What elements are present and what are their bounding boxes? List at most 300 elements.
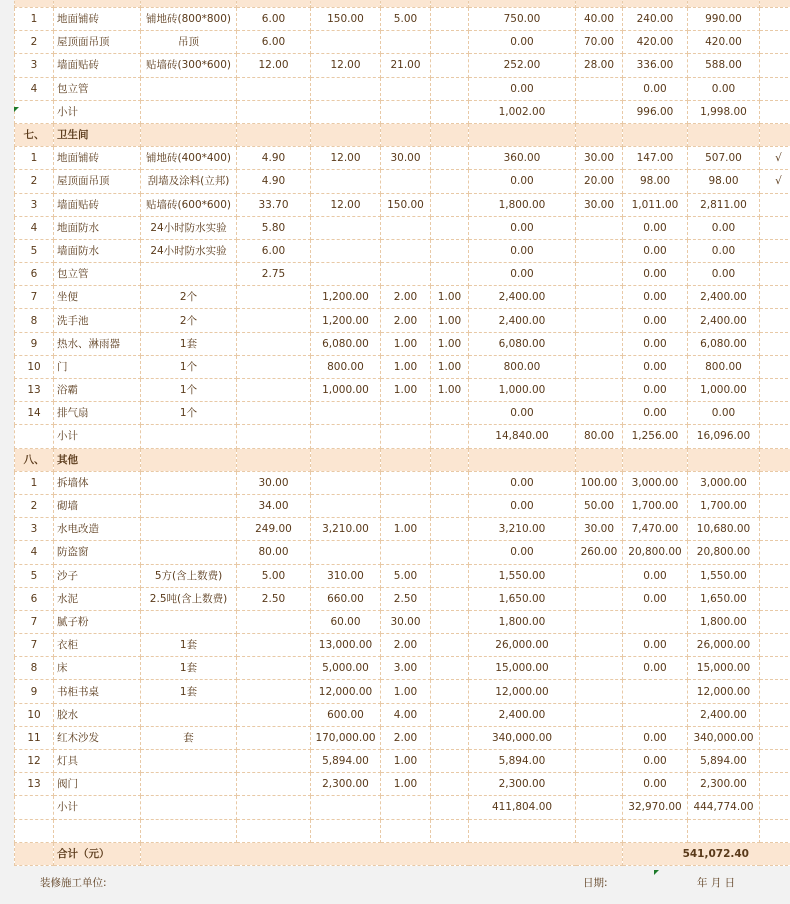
spec-cell[interactable]: 贴墙砖(600*600) <box>141 193 237 216</box>
item-name-cell[interactable]: 小计 <box>54 425 141 448</box>
material-cost-cell[interactable]: 2,400.00 <box>469 286 576 309</box>
row-number-cell[interactable]: 5 <box>15 239 54 262</box>
line-total-cell[interactable]: 26,000.00 <box>688 634 760 657</box>
item-name-cell[interactable]: 小计 <box>54 100 141 123</box>
labor-rate-cell[interactable] <box>576 773 623 796</box>
empty-cell[interactable] <box>469 819 576 842</box>
labor-rate-cell[interactable] <box>576 726 623 749</box>
quantity-cell[interactable]: 30.00 <box>381 610 431 633</box>
labor-rate-cell[interactable]: 30.00 <box>576 147 623 170</box>
area-cell[interactable] <box>237 773 311 796</box>
empty-cell[interactable] <box>15 819 54 842</box>
labor-rate-cell[interactable] <box>576 379 623 402</box>
area-cell[interactable] <box>237 379 311 402</box>
material-cost-cell[interactable]: 1,800.00 <box>469 610 576 633</box>
line-total-cell[interactable]: 1,700.00 <box>688 494 760 517</box>
empty-cell[interactable] <box>576 123 623 146</box>
empty-cell[interactable] <box>688 448 760 471</box>
area-cell[interactable] <box>237 703 311 726</box>
material-cost-cell[interactable]: 26,000.00 <box>469 634 576 657</box>
labor-cost-cell[interactable]: 0.00 <box>623 77 688 100</box>
spec-cell[interactable] <box>141 471 237 494</box>
labor-cost-cell[interactable]: 0.00 <box>623 239 688 262</box>
check-mark-cell[interactable] <box>760 657 790 680</box>
row-number-cell[interactable]: 1 <box>15 147 54 170</box>
spec-cell[interactable] <box>141 773 237 796</box>
row-number-cell[interactable]: 12 <box>15 750 54 773</box>
factor-cell[interactable] <box>431 77 469 100</box>
check-mark-cell[interactable] <box>760 31 790 54</box>
empty-cell[interactable] <box>141 123 237 146</box>
empty-cell[interactable] <box>141 842 623 865</box>
labor-cost-cell[interactable]: 0.00 <box>623 332 688 355</box>
area-cell[interactable] <box>237 77 311 100</box>
labor-rate-cell[interactable] <box>576 680 623 703</box>
material-cost-cell[interactable]: 360.00 <box>469 147 576 170</box>
material-cost-cell[interactable]: 2,400.00 <box>469 309 576 332</box>
line-total-cell[interactable]: 420.00 <box>688 31 760 54</box>
item-name-cell[interactable]: 小计 <box>54 796 141 819</box>
row-number-cell[interactable]: 3 <box>15 193 54 216</box>
section-name[interactable]: 其他 <box>54 448 141 471</box>
row-number-cell[interactable]: 8 <box>15 657 54 680</box>
factor-cell[interactable]: 1.00 <box>431 355 469 378</box>
material-cost-cell[interactable]: 2,400.00 <box>469 703 576 726</box>
unit-price-cell[interactable]: 60.00 <box>311 610 381 633</box>
check-mark-cell[interactable] <box>760 610 790 633</box>
line-total-cell[interactable]: 507.00 <box>688 147 760 170</box>
line-total-cell[interactable]: 20,800.00 <box>688 541 760 564</box>
factor-cell[interactable] <box>431 773 469 796</box>
material-cost-cell[interactable]: 1,000.00 <box>469 379 576 402</box>
unit-price-cell[interactable] <box>311 216 381 239</box>
labor-rate-cell[interactable]: 50.00 <box>576 494 623 517</box>
quantity-cell[interactable]: 1.00 <box>381 750 431 773</box>
spec-cell[interactable]: 铺地砖(400*400) <box>141 147 237 170</box>
line-total-cell[interactable]: 1,000.00 <box>688 379 760 402</box>
check-mark-cell[interactable] <box>760 425 790 448</box>
area-cell[interactable] <box>237 309 311 332</box>
labor-rate-cell[interactable]: 80.00 <box>576 425 623 448</box>
material-cost-cell[interactable]: 411,804.00 <box>469 796 576 819</box>
empty-cell[interactable] <box>311 448 381 471</box>
labor-rate-cell[interactable]: 20.00 <box>576 170 623 193</box>
item-name-cell[interactable]: 包立管 <box>54 263 141 286</box>
unit-price-cell[interactable] <box>311 77 381 100</box>
line-total-cell[interactable]: 10,680.00 <box>688 518 760 541</box>
area-cell[interactable] <box>237 680 311 703</box>
line-total-cell[interactable]: 0.00 <box>688 77 760 100</box>
labor-cost-cell[interactable] <box>623 680 688 703</box>
unit-price-cell[interactable] <box>311 402 381 425</box>
empty-cell[interactable] <box>15 842 54 865</box>
row-number-cell[interactable]: 1 <box>15 471 54 494</box>
factor-cell[interactable]: 1.00 <box>431 379 469 402</box>
spec-cell[interactable] <box>141 100 237 123</box>
spec-cell[interactable]: 吊顶 <box>141 31 237 54</box>
item-name-cell[interactable]: 坐便 <box>54 286 141 309</box>
empty-cell[interactable] <box>381 819 431 842</box>
line-total-cell[interactable]: 2,400.00 <box>688 309 760 332</box>
unit-price-cell[interactable]: 5,894.00 <box>311 750 381 773</box>
quantity-cell[interactable]: 2.00 <box>381 634 431 657</box>
check-mark-cell[interactable] <box>760 703 790 726</box>
labor-cost-cell[interactable]: 0.00 <box>623 750 688 773</box>
labor-rate-cell[interactable] <box>576 634 623 657</box>
quantity-cell[interactable] <box>381 425 431 448</box>
spec-cell[interactable] <box>141 703 237 726</box>
area-cell[interactable]: 33.70 <box>237 193 311 216</box>
quantity-cell[interactable]: 1.00 <box>381 332 431 355</box>
row-number-cell[interactable]: 5 <box>15 564 54 587</box>
spec-cell[interactable]: 1个 <box>141 379 237 402</box>
item-name-cell[interactable]: 地面防水 <box>54 216 141 239</box>
line-total-cell[interactable]: 340,000.00 <box>688 726 760 749</box>
labor-rate-cell[interactable]: 100.00 <box>576 471 623 494</box>
area-cell[interactable] <box>237 355 311 378</box>
item-name-cell[interactable]: 地面铺砖 <box>54 147 141 170</box>
factor-cell[interactable]: 1.00 <box>431 309 469 332</box>
spec-cell[interactable]: 1个 <box>141 355 237 378</box>
unit-price-cell[interactable] <box>311 170 381 193</box>
unit-price-cell[interactable] <box>311 425 381 448</box>
item-name-cell[interactable]: 墙面贴砖 <box>54 54 141 77</box>
labor-rate-cell[interactable] <box>576 332 623 355</box>
spec-cell[interactable] <box>141 263 237 286</box>
line-total-cell[interactable]: 12,000.00 <box>688 680 760 703</box>
labor-cost-cell[interactable]: 0.00 <box>623 402 688 425</box>
material-cost-cell[interactable]: 1,650.00 <box>469 587 576 610</box>
unit-price-cell[interactable] <box>311 263 381 286</box>
line-total-cell[interactable]: 0.00 <box>688 239 760 262</box>
check-mark-cell[interactable] <box>760 239 790 262</box>
material-cost-cell[interactable]: 0.00 <box>469 216 576 239</box>
row-number-cell[interactable]: 2 <box>15 494 54 517</box>
empty-cell[interactable] <box>381 0 431 8</box>
quantity-cell[interactable]: 3.00 <box>381 657 431 680</box>
labor-rate-cell[interactable]: 70.00 <box>576 31 623 54</box>
labor-cost-cell[interactable]: 0.00 <box>623 564 688 587</box>
item-name-cell[interactable]: 洗手池 <box>54 309 141 332</box>
line-total-cell[interactable]: 1,650.00 <box>688 587 760 610</box>
empty-cell[interactable] <box>237 448 311 471</box>
unit-price-cell[interactable]: 1,000.00 <box>311 379 381 402</box>
row-number-cell[interactable] <box>15 425 54 448</box>
labor-rate-cell[interactable] <box>576 587 623 610</box>
row-number-cell[interactable]: 2 <box>15 170 54 193</box>
factor-cell[interactable] <box>431 216 469 239</box>
material-cost-cell[interactable]: 252.00 <box>469 54 576 77</box>
labor-cost-cell[interactable] <box>623 703 688 726</box>
quantity-cell[interactable] <box>381 100 431 123</box>
labor-rate-cell[interactable] <box>576 750 623 773</box>
labor-rate-cell[interactable] <box>576 402 623 425</box>
quantity-cell[interactable] <box>381 77 431 100</box>
grand-total-label[interactable]: 合计（元） <box>54 842 141 865</box>
factor-cell[interactable] <box>431 193 469 216</box>
quantity-cell[interactable]: 4.00 <box>381 703 431 726</box>
check-mark-cell[interactable] <box>760 587 790 610</box>
factor-cell[interactable] <box>431 147 469 170</box>
labor-cost-cell[interactable]: 0.00 <box>623 216 688 239</box>
row-number-cell[interactable]: 2 <box>15 31 54 54</box>
spec-cell[interactable] <box>141 541 237 564</box>
quantity-cell[interactable]: 5.00 <box>381 564 431 587</box>
labor-cost-cell[interactable]: 996.00 <box>623 100 688 123</box>
line-total-cell[interactable]: 2,811.00 <box>688 193 760 216</box>
factor-cell[interactable] <box>431 518 469 541</box>
item-name-cell[interactable]: 地面铺砖 <box>54 8 141 31</box>
quantity-cell[interactable] <box>381 494 431 517</box>
labor-cost-cell[interactable]: 0.00 <box>623 634 688 657</box>
row-number-cell[interactable]: 3 <box>15 54 54 77</box>
area-cell[interactable]: 34.00 <box>237 494 311 517</box>
empty-cell[interactable] <box>469 448 576 471</box>
quantity-cell[interactable] <box>381 31 431 54</box>
labor-cost-cell[interactable]: 1,700.00 <box>623 494 688 517</box>
labor-cost-cell[interactable]: 0.00 <box>623 379 688 402</box>
row-number-cell[interactable]: 4 <box>15 77 54 100</box>
quantity-cell[interactable]: 21.00 <box>381 54 431 77</box>
check-mark-cell[interactable] <box>760 263 790 286</box>
quantity-cell[interactable] <box>381 239 431 262</box>
empty-cell[interactable] <box>576 448 623 471</box>
check-mark-cell[interactable] <box>760 355 790 378</box>
spec-cell[interactable]: 2个 <box>141 286 237 309</box>
quantity-cell[interactable]: 1.00 <box>381 379 431 402</box>
check-mark-cell[interactable] <box>760 8 790 31</box>
material-cost-cell[interactable]: 1,002.00 <box>469 100 576 123</box>
labor-cost-cell[interactable]: 32,970.00 <box>623 796 688 819</box>
item-name-cell[interactable]: 床 <box>54 657 141 680</box>
factor-cell[interactable] <box>431 31 469 54</box>
labor-cost-cell[interactable]: 0.00 <box>623 355 688 378</box>
factor-cell[interactable] <box>431 402 469 425</box>
unit-price-cell[interactable]: 12.00 <box>311 54 381 77</box>
unit-price-cell[interactable] <box>311 471 381 494</box>
labor-cost-cell[interactable]: 3,000.00 <box>623 471 688 494</box>
material-cost-cell[interactable]: 5,894.00 <box>469 750 576 773</box>
empty-cell[interactable] <box>237 0 311 8</box>
empty-cell[interactable] <box>688 819 760 842</box>
unit-price-cell[interactable] <box>311 100 381 123</box>
row-number-cell[interactable]: 8 <box>15 309 54 332</box>
item-name-cell[interactable]: 防盗窗 <box>54 541 141 564</box>
area-cell[interactable] <box>237 796 311 819</box>
unit-price-cell[interactable]: 1,200.00 <box>311 286 381 309</box>
unit-price-cell[interactable]: 660.00 <box>311 587 381 610</box>
check-mark-cell[interactable] <box>760 773 790 796</box>
factor-cell[interactable] <box>431 587 469 610</box>
labor-cost-cell[interactable]: 0.00 <box>623 657 688 680</box>
line-total-cell[interactable]: 6,080.00 <box>688 332 760 355</box>
row-number-cell[interactable]: 4 <box>15 216 54 239</box>
area-cell[interactable]: 5.80 <box>237 216 311 239</box>
row-number-cell[interactable]: 14 <box>15 402 54 425</box>
unit-price-cell[interactable]: 6,080.00 <box>311 332 381 355</box>
spec-cell[interactable]: 铺地砖(800*800) <box>141 8 237 31</box>
unit-price-cell[interactable]: 13,000.00 <box>311 634 381 657</box>
unit-price-cell[interactable] <box>311 541 381 564</box>
factor-cell[interactable] <box>431 703 469 726</box>
area-cell[interactable]: 6.00 <box>237 239 311 262</box>
unit-price-cell[interactable]: 600.00 <box>311 703 381 726</box>
area-cell[interactable]: 4.90 <box>237 147 311 170</box>
material-cost-cell[interactable]: 0.00 <box>469 541 576 564</box>
item-name-cell[interactable]: 红木沙发 <box>54 726 141 749</box>
section-number[interactable] <box>15 0 54 8</box>
empty-cell[interactable] <box>141 819 237 842</box>
row-number-cell[interactable]: 1 <box>15 8 54 31</box>
labor-rate-cell[interactable] <box>576 796 623 819</box>
labor-cost-cell[interactable]: 7,470.00 <box>623 518 688 541</box>
check-mark-cell[interactable]: √ <box>760 170 790 193</box>
spec-cell[interactable]: 2个 <box>141 309 237 332</box>
item-name-cell[interactable]: 砌墙 <box>54 494 141 517</box>
check-mark-cell[interactable] <box>760 796 790 819</box>
quantity-cell[interactable]: 30.00 <box>381 147 431 170</box>
item-name-cell[interactable]: 拆墙体 <box>54 471 141 494</box>
unit-price-cell[interactable]: 12.00 <box>311 193 381 216</box>
empty-cell[interactable] <box>311 123 381 146</box>
labor-rate-cell[interactable]: 30.00 <box>576 518 623 541</box>
labor-cost-cell[interactable]: 0.00 <box>623 286 688 309</box>
empty-cell[interactable] <box>469 0 576 8</box>
labor-rate-cell[interactable] <box>576 239 623 262</box>
quantity-cell[interactable]: 1.00 <box>381 355 431 378</box>
spec-cell[interactable] <box>141 425 237 448</box>
quantity-cell[interactable]: 2.00 <box>381 286 431 309</box>
area-cell[interactable] <box>237 610 311 633</box>
area-cell[interactable]: 5.00 <box>237 564 311 587</box>
check-mark-cell[interactable] <box>760 216 790 239</box>
quantity-cell[interactable]: 150.00 <box>381 193 431 216</box>
labor-cost-cell[interactable]: 240.00 <box>623 8 688 31</box>
row-number-cell[interactable]: 10 <box>15 355 54 378</box>
item-name-cell[interactable]: 衣柜 <box>54 634 141 657</box>
check-mark-cell[interactable] <box>760 518 790 541</box>
item-name-cell[interactable]: 水电改造 <box>54 518 141 541</box>
check-mark-cell[interactable] <box>760 54 790 77</box>
spec-cell[interactable] <box>141 77 237 100</box>
labor-cost-cell[interactable]: 0.00 <box>623 773 688 796</box>
labor-cost-cell[interactable]: 0.00 <box>623 309 688 332</box>
material-cost-cell[interactable]: 0.00 <box>469 31 576 54</box>
line-total-cell[interactable]: 2,400.00 <box>688 703 760 726</box>
spec-cell[interactable]: 24小时防水实验 <box>141 239 237 262</box>
factor-cell[interactable] <box>431 564 469 587</box>
row-number-cell[interactable]: 6 <box>15 587 54 610</box>
line-total-cell[interactable]: 1,998.00 <box>688 100 760 123</box>
empty-cell[interactable] <box>381 448 431 471</box>
material-cost-cell[interactable]: 1,550.00 <box>469 564 576 587</box>
unit-price-cell[interactable]: 800.00 <box>311 355 381 378</box>
item-name-cell[interactable]: 热水、淋雨器 <box>54 332 141 355</box>
item-name-cell[interactable]: 阀门 <box>54 773 141 796</box>
spec-cell[interactable]: 5方(含上数费) <box>141 564 237 587</box>
item-name-cell[interactable]: 墙面贴砖 <box>54 193 141 216</box>
row-number-cell[interactable]: 4 <box>15 541 54 564</box>
labor-cost-cell[interactable]: 98.00 <box>623 170 688 193</box>
labor-cost-cell[interactable]: 20,800.00 <box>623 541 688 564</box>
row-number-cell[interactable] <box>15 100 54 123</box>
empty-cell[interactable] <box>311 819 381 842</box>
area-cell[interactable]: 2.50 <box>237 587 311 610</box>
unit-price-cell[interactable]: 150.00 <box>311 8 381 31</box>
empty-cell[interactable] <box>431 819 469 842</box>
row-number-cell[interactable]: 10 <box>15 703 54 726</box>
item-name-cell[interactable]: 灯具 <box>54 750 141 773</box>
area-cell[interactable]: 4.90 <box>237 170 311 193</box>
check-mark-cell[interactable] <box>760 402 790 425</box>
row-number-cell[interactable]: 9 <box>15 332 54 355</box>
material-cost-cell[interactable]: 14,840.00 <box>469 425 576 448</box>
labor-rate-cell[interactable] <box>576 355 623 378</box>
check-mark-cell[interactable] <box>760 494 790 517</box>
item-name-cell[interactable]: 书柜书桌 <box>54 680 141 703</box>
labor-cost-cell[interactable]: 0.00 <box>623 263 688 286</box>
quantity-cell[interactable]: 2.00 <box>381 309 431 332</box>
line-total-cell[interactable]: 990.00 <box>688 8 760 31</box>
empty-cell[interactable] <box>237 123 311 146</box>
material-cost-cell[interactable]: 800.00 <box>469 355 576 378</box>
empty-cell[interactable] <box>576 819 623 842</box>
line-total-cell[interactable]: 98.00 <box>688 170 760 193</box>
line-total-cell[interactable]: 1,800.00 <box>688 610 760 633</box>
labor-cost-cell[interactable]: 1,011.00 <box>623 193 688 216</box>
line-total-cell[interactable]: 1,550.00 <box>688 564 760 587</box>
material-cost-cell[interactable]: 15,000.00 <box>469 657 576 680</box>
labor-rate-cell[interactable] <box>576 657 623 680</box>
check-mark-cell[interactable]: √ <box>760 147 790 170</box>
unit-price-cell[interactable]: 12.00 <box>311 147 381 170</box>
check-mark-cell[interactable] <box>760 379 790 402</box>
factor-cell[interactable] <box>431 239 469 262</box>
empty-cell[interactable] <box>469 123 576 146</box>
empty-cell[interactable] <box>760 819 790 842</box>
check-mark-cell[interactable] <box>760 726 790 749</box>
row-number-cell[interactable]: 13 <box>15 379 54 402</box>
empty-cell[interactable] <box>760 0 790 8</box>
quantity-cell[interactable]: 5.00 <box>381 8 431 31</box>
empty-cell[interactable] <box>141 448 237 471</box>
empty-cell[interactable] <box>237 819 311 842</box>
material-cost-cell[interactable]: 0.00 <box>469 77 576 100</box>
line-total-cell[interactable]: 15,000.00 <box>688 657 760 680</box>
quantity-cell[interactable] <box>381 541 431 564</box>
spec-cell[interactable] <box>141 750 237 773</box>
empty-cell[interactable] <box>623 819 688 842</box>
row-number-cell[interactable]: 3 <box>15 518 54 541</box>
item-name-cell[interactable]: 包立管 <box>54 77 141 100</box>
area-cell[interactable] <box>237 750 311 773</box>
section-name[interactable] <box>54 0 141 8</box>
unit-price-cell[interactable] <box>311 494 381 517</box>
factor-cell[interactable] <box>431 100 469 123</box>
area-cell[interactable]: 6.00 <box>237 31 311 54</box>
factor-cell[interactable] <box>431 494 469 517</box>
unit-price-cell[interactable] <box>311 239 381 262</box>
unit-price-cell[interactable]: 2,300.00 <box>311 773 381 796</box>
labor-rate-cell[interactable] <box>576 610 623 633</box>
labor-rate-cell[interactable] <box>576 564 623 587</box>
grand-total-value[interactable]: 541,072.40 <box>623 842 790 865</box>
check-mark-cell[interactable] <box>760 193 790 216</box>
unit-price-cell[interactable]: 5,000.00 <box>311 657 381 680</box>
empty-cell[interactable] <box>623 448 688 471</box>
labor-rate-cell[interactable] <box>576 216 623 239</box>
factor-cell[interactable] <box>431 263 469 286</box>
